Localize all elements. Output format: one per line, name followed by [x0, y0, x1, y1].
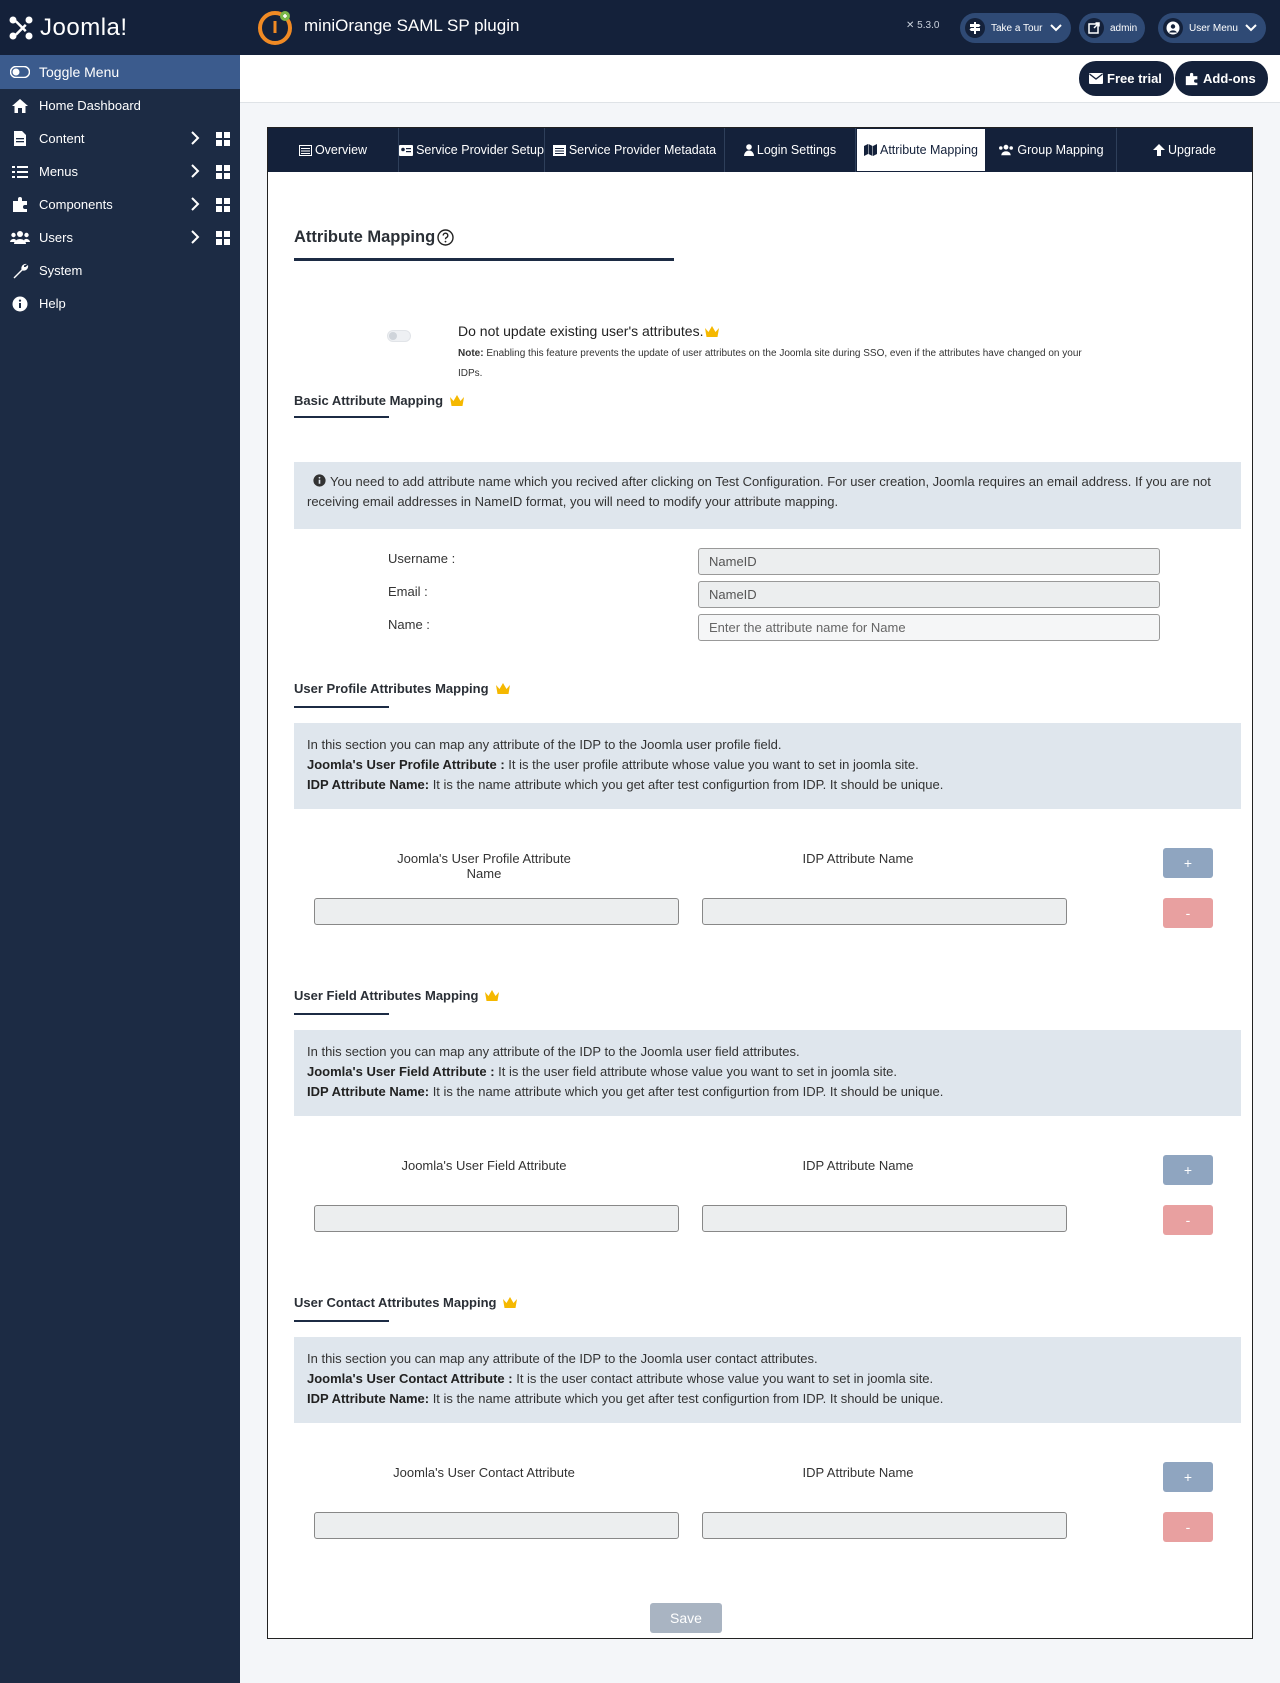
user-menu-label: User Menu	[1189, 22, 1238, 34]
main-card	[267, 127, 1253, 1639]
question-circle-icon[interactable]	[437, 229, 454, 246]
crown-icon	[449, 394, 465, 407]
file-icon	[10, 129, 30, 149]
name-input[interactable]	[698, 614, 1160, 641]
save-label: Save	[670, 1610, 702, 1626]
chevron-right-icon[interactable]	[188, 229, 202, 245]
option-title-text: Do not update existing user's attributes.	[458, 323, 704, 339]
field-attribute-input[interactable]	[314, 1205, 679, 1232]
contact-idp-attribute-input[interactable]	[702, 1512, 1067, 1539]
update-attributes-toggle[interactable]	[387, 330, 411, 342]
field-idp-attribute-input[interactable]	[702, 1205, 1067, 1232]
tab-bar	[268, 128, 1252, 172]
sidebar-item-help[interactable]	[0, 287, 240, 320]
sidebar	[0, 0, 240, 1683]
id-card-icon	[399, 145, 413, 156]
puzzle-icon	[10, 195, 30, 215]
remove-profile-attribute-button[interactable]	[1163, 898, 1213, 928]
info-circle-icon	[313, 474, 326, 487]
info-line-text: It is the user profile attribute whose value you want to set in joomla site.	[504, 757, 919, 772]
version-text: 5.3.0	[917, 20, 940, 31]
tab-service-provider-metadata[interactable]	[545, 128, 725, 172]
tab-upgrade[interactable]	[1117, 128, 1252, 172]
sidebar-item-label: Home Dashboard	[39, 98, 141, 113]
chevron-right-icon[interactable]	[188, 130, 202, 146]
free-trial-label: Free trial	[1107, 71, 1162, 86]
add-contact-attribute-button[interactable]	[1163, 1462, 1213, 1492]
tab-login-settings[interactable]	[725, 128, 856, 172]
section-title-text: User Contact Attributes Mapping	[294, 1295, 497, 1310]
info-text: You need to add attribute name which you recived after clicking on Test Configuration. For user creation, Joomla requires an email address. If you are not receiving email addresses in NameID format, you will need to modify your attribute mapping.	[307, 474, 1211, 509]
tab-label: Service Provider Setup	[416, 143, 544, 157]
signpost-icon	[965, 18, 985, 38]
info-line	[307, 1369, 1228, 1389]
crown-icon	[484, 989, 500, 1002]
note-label: Note:	[458, 348, 484, 359]
tab-label: Service Provider Metadata	[568, 143, 717, 157]
section-underline	[294, 416, 389, 418]
username-input[interactable]	[698, 548, 1160, 575]
joomla-small-icon: ✕	[906, 20, 918, 31]
minus-label: -	[1185, 905, 1191, 921]
heading-underline	[294, 258, 674, 261]
section-heading	[294, 228, 454, 247]
version-badge	[906, 20, 939, 31]
section-underline	[294, 1013, 389, 1015]
sidebar-item-label: Menus	[39, 164, 79, 179]
column-header: IDP Attribute Name	[802, 1465, 914, 1480]
info-line-bold: Joomla's User Field Attribute :	[307, 1064, 495, 1079]
brand[interactable]	[0, 0, 240, 55]
contact-attribute-input[interactable]	[314, 1512, 679, 1539]
toggle-menu-button[interactable]	[0, 55, 240, 89]
info-line-text: It is the user contact attribute whose value you want to set in joomla site.	[512, 1371, 934, 1386]
profile-info-box	[294, 723, 1241, 809]
sidebar-item-menus[interactable]	[0, 155, 240, 188]
sidebar-item-content[interactable]	[0, 122, 240, 155]
username-value: NameID	[709, 554, 757, 569]
users-icon	[10, 228, 30, 248]
crown-icon	[704, 325, 720, 338]
grid-icon[interactable]	[216, 165, 230, 179]
toolbar	[240, 55, 1280, 103]
email-input[interactable]	[698, 581, 1160, 608]
profile-attribute-input[interactable]	[314, 898, 679, 925]
username-label: Username :	[388, 551, 456, 566]
contact-mapping-title	[294, 1295, 518, 1310]
chevron-right-icon[interactable]	[188, 163, 202, 179]
crown-icon	[495, 682, 511, 695]
home-icon	[10, 96, 30, 116]
sidebar-item-label: Components	[39, 197, 113, 212]
option-title	[458, 323, 720, 339]
sidebar-item-label: System	[39, 263, 83, 278]
wrench-icon	[10, 261, 30, 281]
column-header: Joomla's User Contact Attribute	[393, 1465, 575, 1480]
list-alt-icon	[299, 145, 312, 156]
save-button[interactable]	[650, 1603, 722, 1633]
sidebar-item-label: Help	[39, 296, 66, 311]
grid-icon[interactable]	[216, 231, 230, 245]
section-title-text: User Profile Attributes Mapping	[294, 681, 489, 696]
take-tour-label: Take a Tour	[991, 22, 1043, 34]
section-underline	[294, 1320, 389, 1322]
tab-attribute-mapping[interactable]	[856, 128, 986, 172]
toggle-menu-label: Toggle Menu	[39, 64, 120, 80]
crown-icon	[502, 1296, 518, 1309]
list-icon	[10, 162, 30, 182]
sidebar-item-users[interactable]	[0, 221, 240, 254]
user-icon	[744, 144, 754, 156]
info-line-bold: IDP Attribute Name:	[307, 777, 430, 792]
tab-group-mapping[interactable]	[986, 128, 1117, 172]
info-line-text: It is the name attribute which you get after test configurtion from IDP. It should be unique.	[429, 777, 944, 792]
info-icon	[10, 294, 30, 314]
info-line: In this section you can map any attribute of the IDP to the Joomla user contact attributes.	[307, 1351, 818, 1366]
users-icon	[998, 144, 1014, 156]
note-text: Enabling this feature prevents the update of user attributes on the Joomla site during SSO, even if the attributes have changed on your IDPs.	[458, 348, 1082, 379]
contact-info-box	[294, 1337, 1241, 1423]
sidebar-item-components[interactable]	[0, 188, 240, 221]
info-line-text: It is the name attribute which you get after test configurtion from IDP. It should be unique.	[429, 1391, 944, 1406]
info-line-text: It is the name attribute which you get after test configurtion from IDP. It should be unique.	[429, 1084, 944, 1099]
info-line-bold: IDP Attribute Name:	[307, 1084, 430, 1099]
section-underline	[294, 706, 389, 708]
envelope-icon	[1089, 73, 1103, 84]
plus-label: +	[1183, 855, 1193, 871]
toggle-icon	[10, 62, 30, 82]
info-line	[307, 1062, 1228, 1082]
minus-label: -	[1185, 1212, 1191, 1228]
tab-label: Login Settings	[756, 143, 837, 157]
remove-contact-attribute-button[interactable]	[1163, 1512, 1213, 1542]
grid-icon[interactable]	[216, 132, 230, 146]
info-line-bold: Joomla's User Contact Attribute :	[307, 1371, 513, 1386]
add-field-attribute-button[interactable]	[1163, 1155, 1213, 1185]
info-line	[307, 755, 1228, 775]
external-link-icon	[1084, 18, 1104, 38]
user-circle-icon	[1163, 18, 1183, 38]
info-line	[307, 1389, 1228, 1409]
admin-site-link[interactable]	[1079, 13, 1145, 43]
column-header: Joomla's User Field Attribute	[401, 1158, 567, 1173]
section-title-text: User Field Attributes Mapping	[294, 988, 479, 1003]
info-line: In this section you can map any attribute of the IDP to the Joomla user field attributes.	[307, 1044, 800, 1059]
info-line-text: It is the user field attribute whose value you want to set in joomla site.	[494, 1064, 898, 1079]
free-trial-button[interactable]	[1079, 61, 1174, 96]
user-menu-button[interactable]	[1158, 13, 1266, 43]
info-line: In this section you can map any attribute of the IDP to the Joomla user profile field.	[307, 737, 782, 752]
chevron-right-icon[interactable]	[188, 196, 202, 212]
option-note	[458, 344, 1098, 384]
info-line	[307, 775, 1228, 795]
addons-label: Add-ons	[1203, 71, 1256, 86]
sidebar-item-home-dashboard[interactable]	[0, 89, 240, 122]
basic-mapping-title	[294, 393, 465, 408]
plus-label: +	[1183, 1162, 1193, 1178]
minus-label: -	[1185, 1519, 1191, 1535]
arrow-up-icon	[1153, 144, 1165, 156]
puzzle-icon	[1185, 72, 1199, 86]
email-value: NameID	[709, 587, 757, 602]
email-label: Email :	[388, 584, 428, 599]
add-profile-attribute-button[interactable]	[1163, 848, 1213, 878]
brand-name: Joomla!	[40, 13, 128, 41]
tab-label: Attribute Mapping	[880, 143, 978, 157]
remove-field-attribute-button[interactable]	[1163, 1205, 1213, 1235]
tab-service-provider-setup[interactable]	[399, 128, 545, 172]
column-header: IDP Attribute Name	[802, 851, 914, 866]
field-info-box	[294, 1030, 1241, 1116]
chevron-down-icon	[1049, 23, 1063, 33]
page-title: miniOrange SAML SP plugin	[304, 16, 520, 35]
plus-label: +	[1183, 1469, 1193, 1485]
name-label: Name :	[388, 617, 430, 632]
heading-text: Attribute Mapping	[294, 228, 436, 246]
column-header: IDP Attribute Name	[802, 1158, 914, 1173]
sidebar-item-system[interactable]	[0, 254, 240, 287]
profile-idp-attribute-input[interactable]	[702, 898, 1067, 925]
column-header: Joomla's User Profile Attribute Name	[397, 851, 571, 881]
info-line	[307, 1082, 1228, 1102]
info-line-bold: IDP Attribute Name:	[307, 1391, 430, 1406]
grid-icon[interactable]	[216, 198, 230, 212]
name-placeholder: Enter the attribute name for Name	[709, 620, 906, 635]
take-tour-button[interactable]	[960, 13, 1071, 43]
sidebar-item-label: Users	[39, 230, 73, 245]
joomla-logo-icon	[8, 15, 34, 41]
basic-info-box	[294, 462, 1241, 529]
section-title-text: Basic Attribute Mapping	[294, 393, 444, 408]
addons-button[interactable]	[1175, 61, 1268, 96]
sidebar-item-label: Content	[39, 131, 85, 146]
tab-label: Overview	[314, 143, 368, 157]
header	[240, 0, 1280, 55]
profile-mapping-title	[294, 681, 511, 696]
map-icon	[864, 144, 877, 156]
admin-label: admin	[1110, 22, 1138, 34]
tab-label: Group Mapping	[1017, 143, 1104, 157]
tab-label: Upgrade	[1168, 143, 1216, 157]
field-mapping-title	[294, 988, 500, 1003]
miniorange-logo-icon	[256, 8, 294, 46]
chevron-down-icon	[1244, 23, 1258, 33]
info-line-bold: Joomla's User Profile Attribute :	[307, 757, 505, 772]
tab-overview[interactable]	[268, 128, 399, 172]
list-alt-icon	[553, 145, 566, 156]
